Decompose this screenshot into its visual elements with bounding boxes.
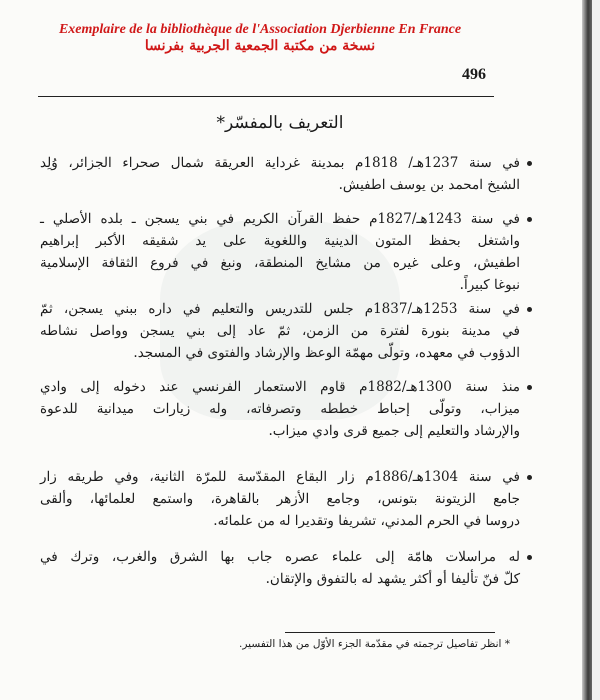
bullet-paragraph	[40, 208, 520, 296]
bullet-icon	[527, 555, 532, 560]
text-line: نبوغا كبيراً.	[459, 277, 520, 293]
bullet-paragraph	[40, 152, 520, 196]
bullet-icon	[527, 217, 532, 222]
text-line: الدؤوب في معهده، وتولّى مهمّة الوعظ والإرشاد والفتوى في المسجد.	[133, 345, 520, 361]
text-line: اطفيش، وعلى غيره من مشايخ المنطقة، ونبغ في فروع الثقافة الإسلامية	[40, 255, 520, 271]
text-line: واشتغل بحفظ المتون الدينية واللغوية على يد شقيقه الأكبر إبراهيم	[40, 233, 520, 249]
text-line: جامع الزيتونة بتونس، وجامع الأزهر بالقاهرة، واستمع لعلمائها، وألقى	[40, 491, 520, 507]
bullet-icon	[527, 475, 532, 480]
bullet-icon	[527, 307, 532, 312]
book-spine-shadow	[582, 0, 592, 700]
footnote-rule	[285, 632, 495, 633]
text-line: دروسا في الحرم المدني، تشريفا وتقديرا له من علمائه.	[213, 513, 520, 529]
text-line: كلّ فنّ تأليفا أو أكثر يشهد له بالتفوق والإتقان.	[265, 571, 520, 587]
section-title: التعريف بالمفسّر*	[216, 113, 344, 133]
text-line: في سنة 1253هـ/1837م جلس للتدريس والتعليم في داره ببني يسجن، ثمّ	[40, 301, 520, 317]
bullet-paragraph	[40, 298, 520, 364]
page-edge	[592, 0, 600, 700]
footnote: * انظر تفاصيل ترجمته في مقدّمة الجزء الأوّل من هذا التفسير.	[239, 638, 510, 650]
bullet-paragraph	[40, 376, 520, 442]
text-line: له مراسلات هامّة إلى علماء عصره جاب بها الشرق والغرب، وترك في	[40, 549, 520, 565]
header-rule	[38, 96, 494, 97]
text-line: ميزاب، وتولّى إحباط خططه وتصرفاته، وله زيارات ميدانية للدعوة	[40, 401, 520, 417]
text-line: في سنة 1237هـ/ 1818م بمدينة غرداية العريقة شمال صحراء الجزائر، وُلِد	[40, 155, 520, 171]
bullet-paragraph	[40, 466, 520, 532]
text-line: في سنة 1304هـ/1886م زار البقاع المقدّسة للمرّة الثانية، وفي طريقه زار	[40, 469, 520, 485]
library-stamp-arabic: نسخة من مكتبة الجمعية الجربية بفرنسا	[144, 38, 376, 54]
text-line: في مدينة بنورة لفترة من الزمن، ثمّ عاد إلى بني يسجن وواصل نشاطه	[40, 323, 520, 339]
text-line: والإرشاد والتعليم إلى جميع قرى وادي ميزاب.	[268, 423, 520, 439]
text-line: منذ سنة 1300هـ/1882م قاوم الاستعمار الفرنسي عند دخوله إلى وادي	[40, 379, 520, 395]
text-line: في سنة 1243هـ/1827م حفظ القرآن الكريم في بني يسجن ـ بلده الأصلي ـ	[40, 211, 520, 227]
page-number: 496	[462, 66, 486, 83]
bullet-icon	[527, 161, 532, 166]
text-line: الشيخ امحمد بن يوسف اطفيش.	[338, 177, 520, 193]
library-stamp-french: Exemplaire de la bibliothèque de l'Association Djerbienne En France	[58, 22, 462, 37]
bullet-icon	[527, 385, 532, 390]
bullet-paragraph	[40, 546, 520, 590]
